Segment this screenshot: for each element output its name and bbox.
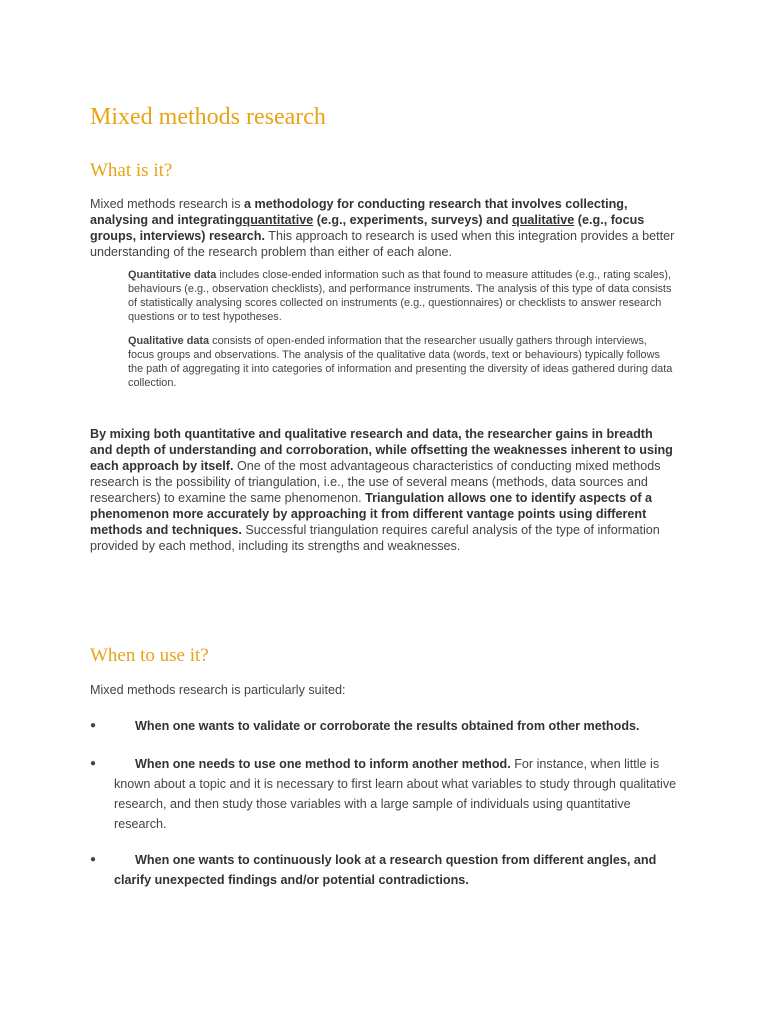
- list-item-bold: When one wants to validate or corroborate the results obtained from other methods.: [135, 719, 640, 733]
- list-item-bold: When one needs to use one method to inform another method.: [135, 757, 511, 771]
- triangulation-text-2: Successful triangulation requires careful analysis of the type of information provided by each method, including its strengths and weaknesses.: [90, 523, 660, 553]
- mixing-bold-text: By mixing both quantitative and qualitative research and data, the researcher gains in breadth and depth of understanding and corroboration, while offsetting the weaknesses inherent to using each approach by itself.: [90, 427, 673, 473]
- section-heading-when: When to use it?: [90, 645, 209, 666]
- list-item-bold: When one wants to continuously look at a research question from different angles, and clarify unexpected findings and/or potential contradictions.: [114, 853, 657, 887]
- intro-text-2: This approach to research is used when this integration provides a better understanding of the research problem than either of each alone.: [90, 229, 675, 259]
- intro-bold-2: (e.g., experiments, surveys) and: [313, 213, 513, 227]
- qualitative-data-paragraph: [128, 334, 673, 390]
- bullet-icon: ●: [90, 720, 97, 731]
- quantitative-term: quantitative: [242, 213, 314, 227]
- intro-bold-3: (e.g., focus groups, interviews) research.: [90, 213, 645, 243]
- intro-paragraph: [90, 196, 678, 260]
- page-title: Mixed methods research: [90, 104, 326, 130]
- qualitative-term: qualitative: [512, 213, 575, 227]
- intro-bold-1: a methodology for conducting research that involves collecting, analysing and integrating: [90, 197, 628, 227]
- quantitative-data-label: Quantitative data: [128, 269, 217, 281]
- triangulation-text-1: One of the most advantageous characteristics of conducting mixed methods research is the possibility of triangulation, i.e., the use of several means (methods, data sources and researchers) to examine the same phenomenon.: [90, 459, 661, 505]
- triangulation-paragraph: [90, 426, 678, 554]
- section-heading-what: What is it?: [90, 160, 173, 181]
- list-item: [90, 716, 680, 736]
- qualitative-data-text: consists of open-ended information that the researcher usually gathers through interviews, focus groups and observations. The analysis of the qualitative data (words, text or behaviours) typically follows the path of aggregating it into categories of information and presenting the diversity of ideas gathered during data collection.: [128, 335, 673, 389]
- triangulation-bold-text: Triangulation allows one to identify aspects of a phenomenon more accurately by approaching it from different vantage points using different methods and techniques.: [90, 491, 653, 537]
- list-item: [90, 850, 680, 890]
- bullet-icon: ●: [90, 854, 97, 865]
- intro-text-1: Mixed methods research is: [90, 197, 244, 211]
- qualitative-data-label: Qualitative data: [128, 335, 210, 347]
- bullet-icon: ●: [90, 758, 97, 769]
- quantitative-data-text: includes close-ended information such as that found to measure attitudes (e.g., rating scales), behaviours (e.g., observation checklists), and performance instruments. The analysis of this type of data consists of statistically analysing scores collected on instruments (e.g., questionnaires) or checklists to answer research questions or to test hypotheses.: [128, 269, 672, 323]
- when-intro: Mixed methods research is particularly suited:: [90, 683, 346, 697]
- list-item-text: For instance, when little is known about a topic and it is necessary to first learn about what variables to study through qualitative research, and then study those variables with a large sample of individuals using quantitative research.: [114, 757, 677, 831]
- list-item: [90, 754, 680, 834]
- quantitative-data-paragraph: [128, 268, 673, 324]
